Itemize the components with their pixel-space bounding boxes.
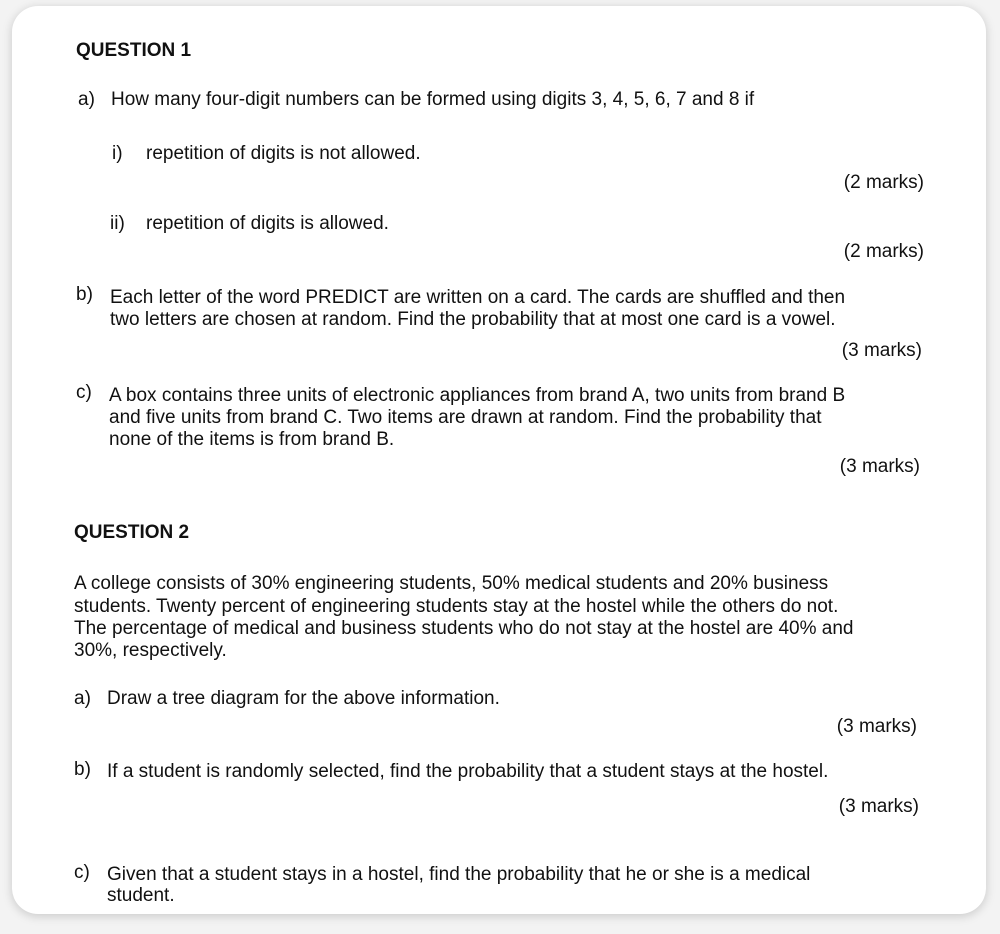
q2b-text: If a student is randomly selected, find the probability that a student stays at the hostel. — [107, 761, 829, 782]
q1c-line-2: and five units from brand C. Two items are drawn at random. Find the probability that — [109, 407, 822, 428]
q2b-marks: (3 marks) — [838, 796, 919, 817]
q2b-label: b) — [74, 759, 91, 780]
q2-intro-line-1: A college consists of 30% engineering students, 50% medical students and 20% business — [74, 573, 829, 594]
q2-intro-line-3: The percentage of medical and business students who do not stay at the hostel are 40% and — [74, 618, 854, 639]
q2a-label: a) — [74, 688, 91, 709]
question-2-heading: QUESTION 2 — [74, 522, 190, 543]
q1a-ii-marks: (2 marks) — [843, 241, 924, 262]
q2c-line-1: Given that a student stays in a hostel, find the probability that he or she is a medical — [107, 864, 811, 885]
q1a-i-text: repetition of digits is not allowed. — [146, 143, 421, 164]
q1a-ii-text: repetition of digits is allowed. — [146, 213, 389, 234]
q1a-i-marks: (2 marks) — [843, 172, 924, 193]
q1a-stem: How many four-digit numbers can be formed using digits 3, 4, 5, 6, 7 and 8 if — [111, 89, 755, 110]
q2a-marks: (3 marks) — [836, 716, 917, 737]
q2-intro-line-4: 30%, respectively. — [74, 640, 227, 661]
q1c-line-1: A box contains three units of electronic appliances from brand A, two units from brand B — [109, 385, 846, 406]
q1b-label: b) — [76, 284, 93, 305]
exam-page — [12, 6, 986, 914]
q1b-line-1: Each letter of the word PREDICT are written on a card. The cards are shuffled and then — [110, 287, 846, 308]
q2c-label: c) — [74, 862, 90, 883]
q2-intro-line-2: students. Twenty percent of engineering students stay at the hostel while the others do not. — [74, 596, 839, 617]
question-1-heading: QUESTION 1 — [76, 40, 192, 61]
q1a-label: a) — [78, 89, 95, 110]
q2c-line-2: student. — [107, 885, 175, 906]
q2a-text: Draw a tree diagram for the above information. — [107, 688, 500, 709]
q1a-i-label: i) — [112, 143, 123, 164]
q1c-marks: (3 marks) — [839, 456, 920, 477]
q1a-ii-label: ii) — [110, 213, 125, 234]
q1b-line-2: two letters are chosen at random. Find the probability that at most one card is a vowel. — [110, 309, 836, 330]
q1b-marks: (3 marks) — [841, 340, 922, 361]
q1c-label: c) — [76, 382, 92, 403]
q1c-line-3: none of the items is from brand B. — [109, 429, 395, 450]
